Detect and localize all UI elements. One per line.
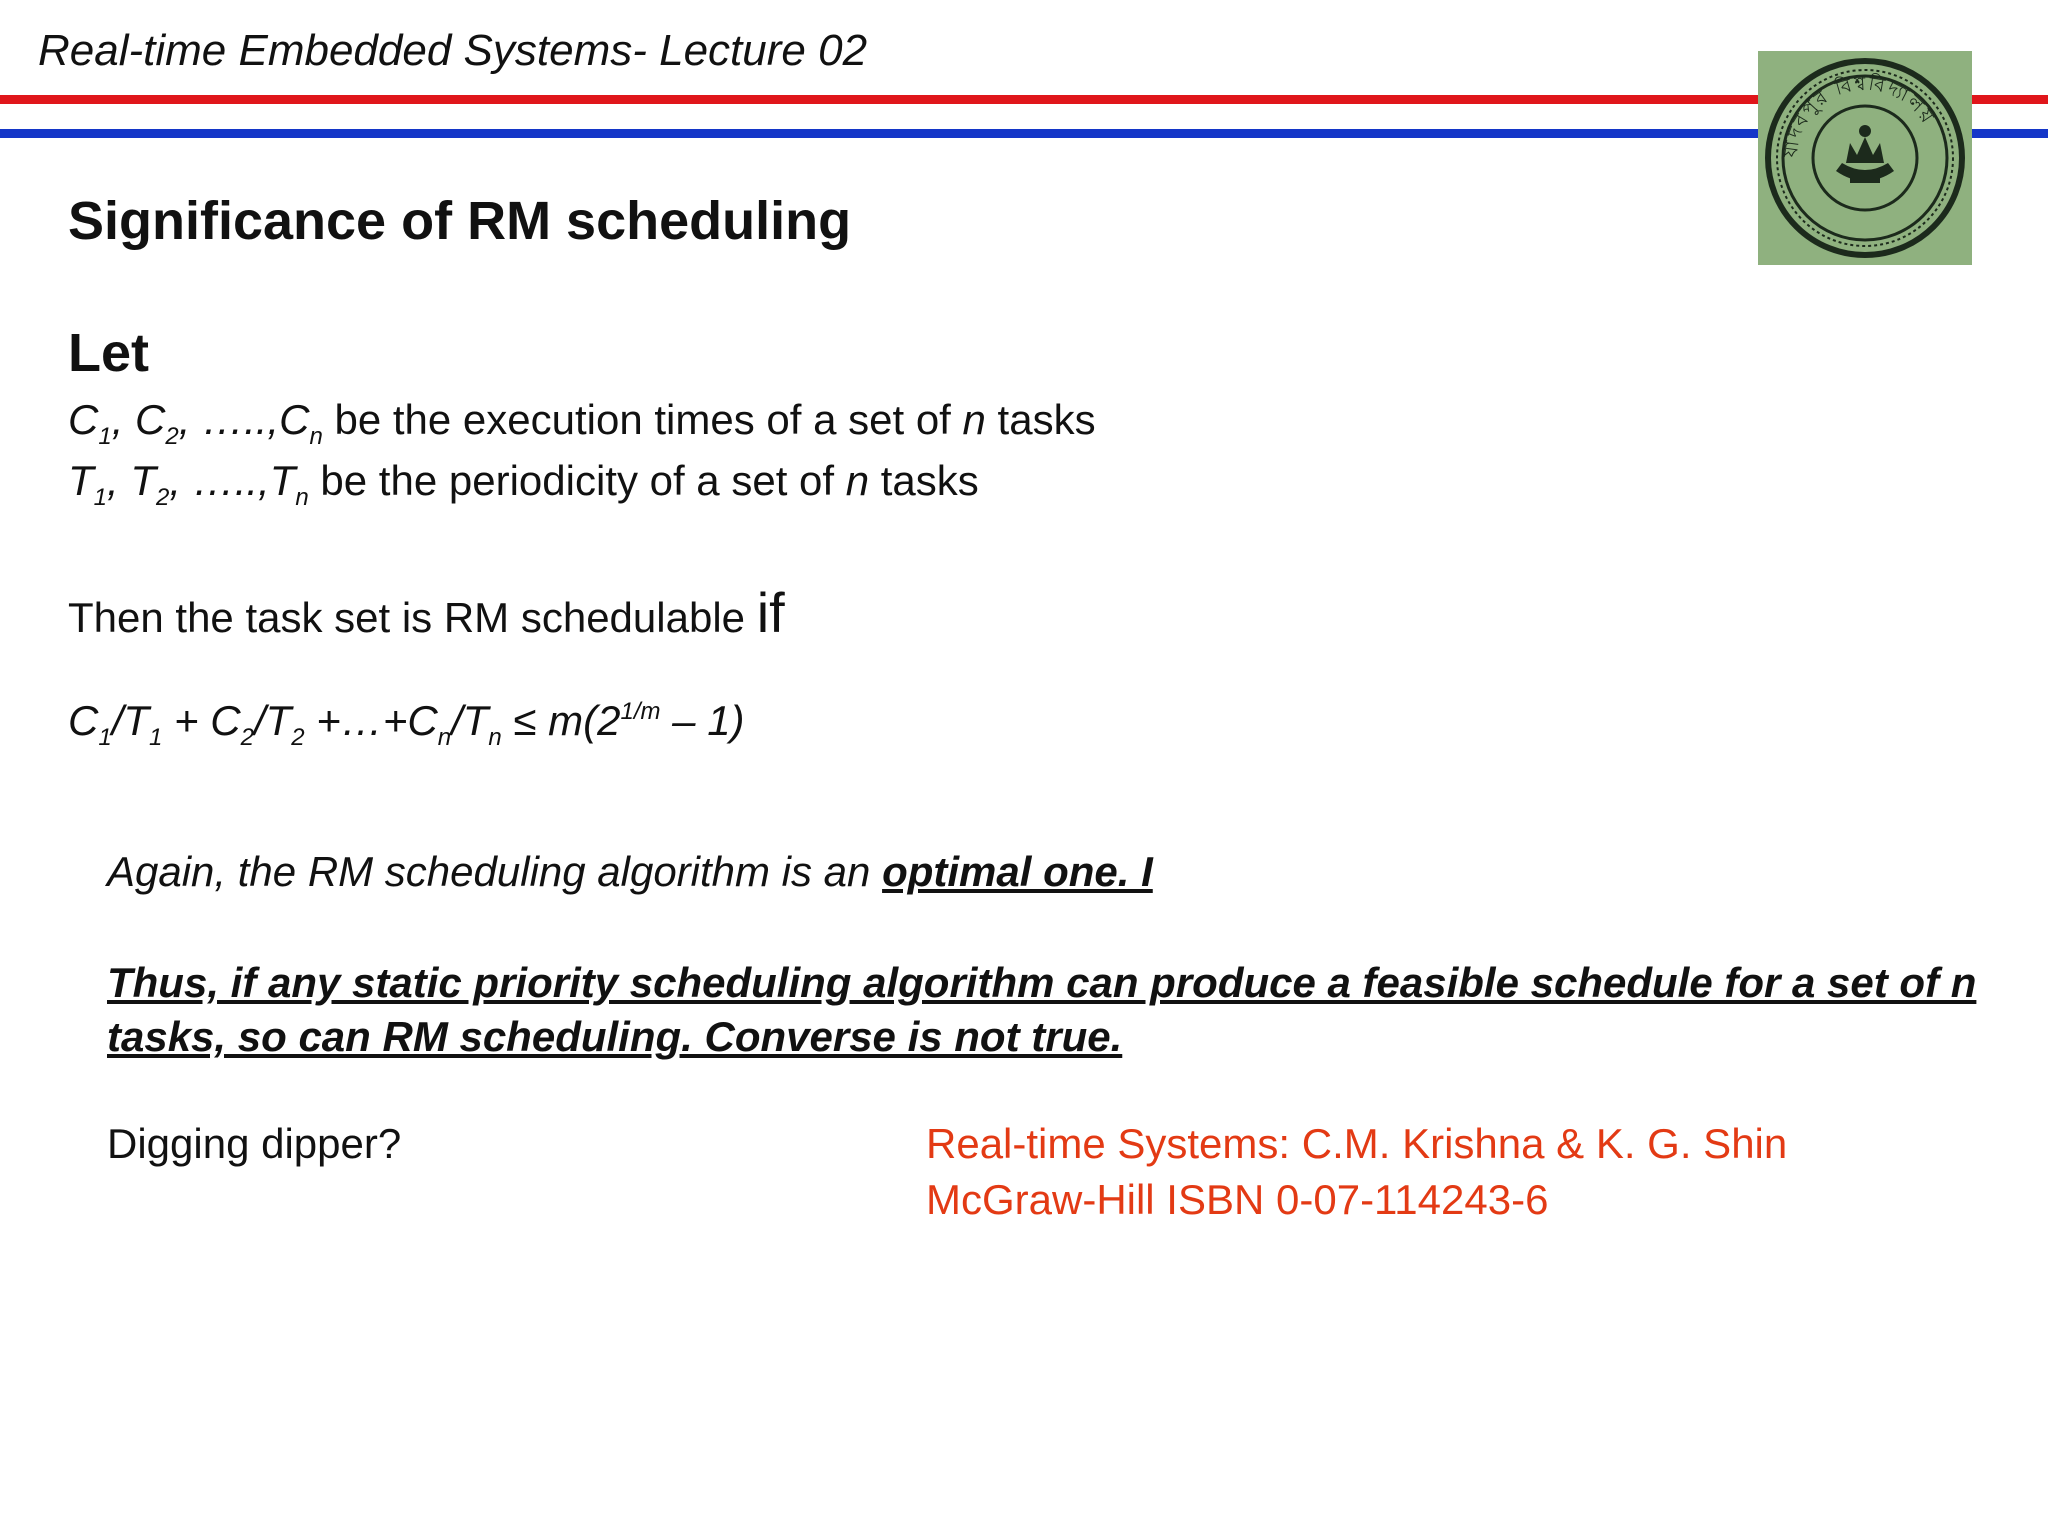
header-white-stripe (0, 104, 2048, 128)
execution-times-line: $C_1$, $C_2$, $\dots..,C_n$ be the execution times of a set of n tasks (68, 396, 1096, 450)
periodicity-line: $T_1$, $T_2$, $\dots..,T_n$ be the periodicity of a set of n tasks (68, 457, 979, 511)
seal-icon (1758, 51, 1972, 265)
header-red-stripe (0, 95, 2048, 104)
rm-utilization-bound-formula: $C_1/T_1 + C_2/T_2$ $+\dots+C_n/T_n \le m(2^{1/m} - 1)$ (68, 697, 745, 751)
reference-book-title: Real-time Systems: C.M. Krishna & K. G. Shin (926, 1120, 1788, 1167)
static-priority-statement: Thus, if any static priority scheduling algorithm can produce a feasible schedule for a set of n tasks, so can RM scheduling. Converse is not true. (107, 959, 1977, 1060)
rm-schedulable-condition: Then the task set is RM schedulable if (68, 581, 785, 644)
digging-deeper-prompt: Digging dipper? (107, 1120, 402, 1167)
slide-title: Significance of RM scheduling (68, 191, 852, 251)
header-blue-stripe (0, 129, 2048, 138)
optimality-statement: Again, the RM scheduling algorithm is an optimal one. I (107, 848, 1153, 895)
university-seal-logo (1758, 51, 1972, 265)
seal-ring-text: যাদবপুর বিশ্ববিদ্যালয় (1779, 72, 1940, 159)
lecture-header-title: Real-time Embedded Systems- Lecture 02 (38, 26, 868, 75)
let-heading: Let (68, 323, 149, 383)
reference-book-isbn: McGraw-Hill ISBN 0-07-114243-6 (926, 1176, 1549, 1223)
